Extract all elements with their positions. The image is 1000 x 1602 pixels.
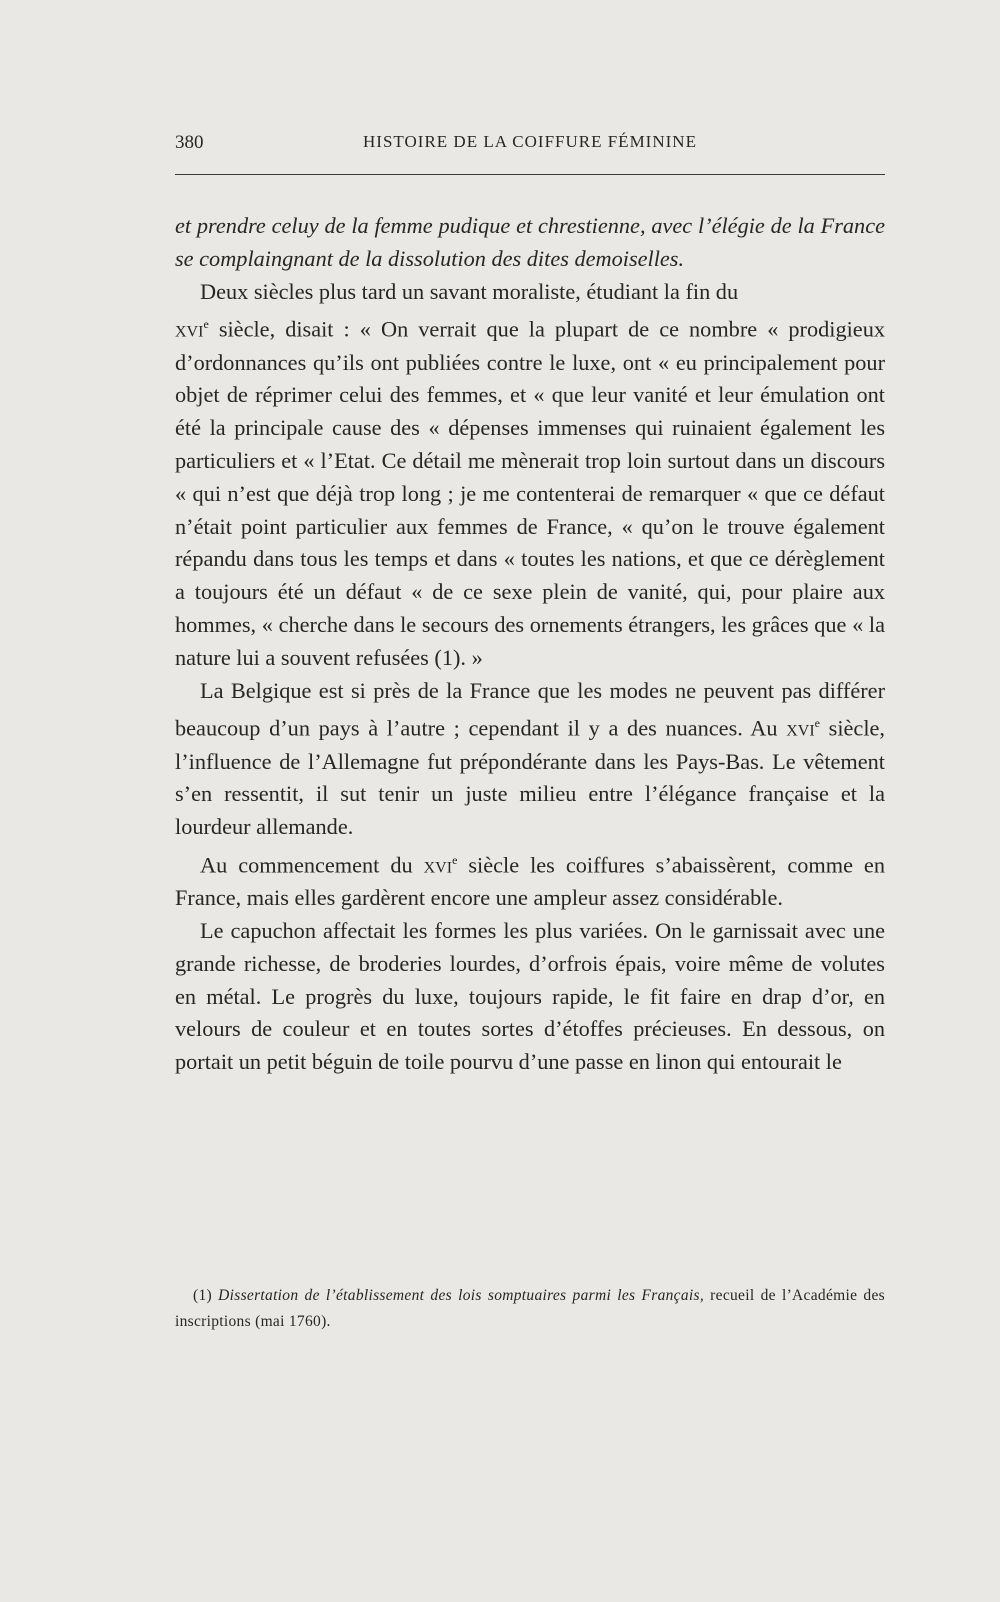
footnote-marker: (1): [193, 1287, 219, 1304]
text-span: Au commencement du: [200, 852, 424, 878]
century-superscript: e: [203, 317, 209, 332]
text-span: La Belgique est si près de la France que les modes ne peuvent pas différer beaucoup d’un pays à l’autre ; cependant il y a des nuances. Au: [175, 677, 885, 741]
text-span: Deux siècles plus tard un savant moraliste, étudiant la fin du: [200, 278, 739, 304]
paragraph-capuchon: Le capuchon affectait les formes les plus variées. On le garnissait avec une grande richesse, de broderies lourdes, d’orfrois épais, voire même de volutes en métal. Le progrès du luxe, toujours rapide, le fit faire en drap d’or, en velours de couleur et en toutes sortes d’étoffes précieuses. En dessous, on portait un petit béguin de toile pourvu d’une passe en linon qui entourait le: [175, 918, 885, 1075]
running-title: HISTOIRE DE LA COIFFURE FÉMININE: [363, 132, 697, 151]
footnote-text: recueil de l’Académie des inscriptions (mai 1760).: [175, 1287, 885, 1330]
header-rule: [175, 174, 885, 175]
century-numeral: xvi: [175, 316, 204, 342]
century-superscript: e: [452, 852, 458, 867]
footnote-title: Dissertation de l’établissement des lois somptuaires parmi les Français,: [218, 1287, 705, 1304]
paragraph-continuation: et prendre celuy de la femme pudique et chrestienne, avec l’élégie de la France se complaingnant de la dissolution des dites demoiselles.: [175, 213, 885, 271]
century-numeral: xvi: [786, 715, 815, 741]
page-header: [175, 128, 885, 158]
footnote-1: [175, 1283, 885, 1335]
text-span: siècle, disait : « On verrait que la plupart de ce nombre « prodigieux d’ordonnances qu’ils ont publiées contre le luxe, ont « eu principalement pour objet de réprimer celui des femmes, et « que leur vanité et leur émulation ont été la principale cause des « dépenses immenses qui ruinaient également les particuliers et « l’Etat. Ce détail me mènerait trop loin surtout dans un discours « qui n’est que déjà trop long ; je me contenterai de remarquer « que ce défaut n’était point particulier aux femmes de France, « qu’on le trouve également répandu dans tous les temps et dans « toutes les nations, et que ce dérèglement a toujours été un défaut « de ce sexe plein de vanité, qui, pour plaire aux hommes, « cherche dans le secours des ornements étrangers, les grâces que « la nature lui a souvent refusées (1). »: [175, 316, 885, 670]
body-text: [175, 210, 885, 1079]
text-span: siècle les coiffures s’abaissèrent, comme en France, mais elles gardèrent encore une ampleur assez considérable.: [175, 852, 885, 911]
page-number: 380: [175, 132, 204, 153]
paragraph-moraliste: [175, 276, 885, 675]
century-superscript: e: [814, 716, 820, 731]
paragraph-coiffures: [175, 844, 885, 915]
text-span: siècle, l’influence de l’Allemagne fut prépondérante dans les Pays-Bas. Le vêtement s’en ressentit, il sut tenir un juste milieu entre l’élégance française et la lourdeur allemande.: [175, 715, 885, 840]
century-numeral: xvi: [423, 852, 453, 878]
footnotes: [175, 1283, 885, 1335]
paragraph-belgique: [175, 675, 885, 844]
